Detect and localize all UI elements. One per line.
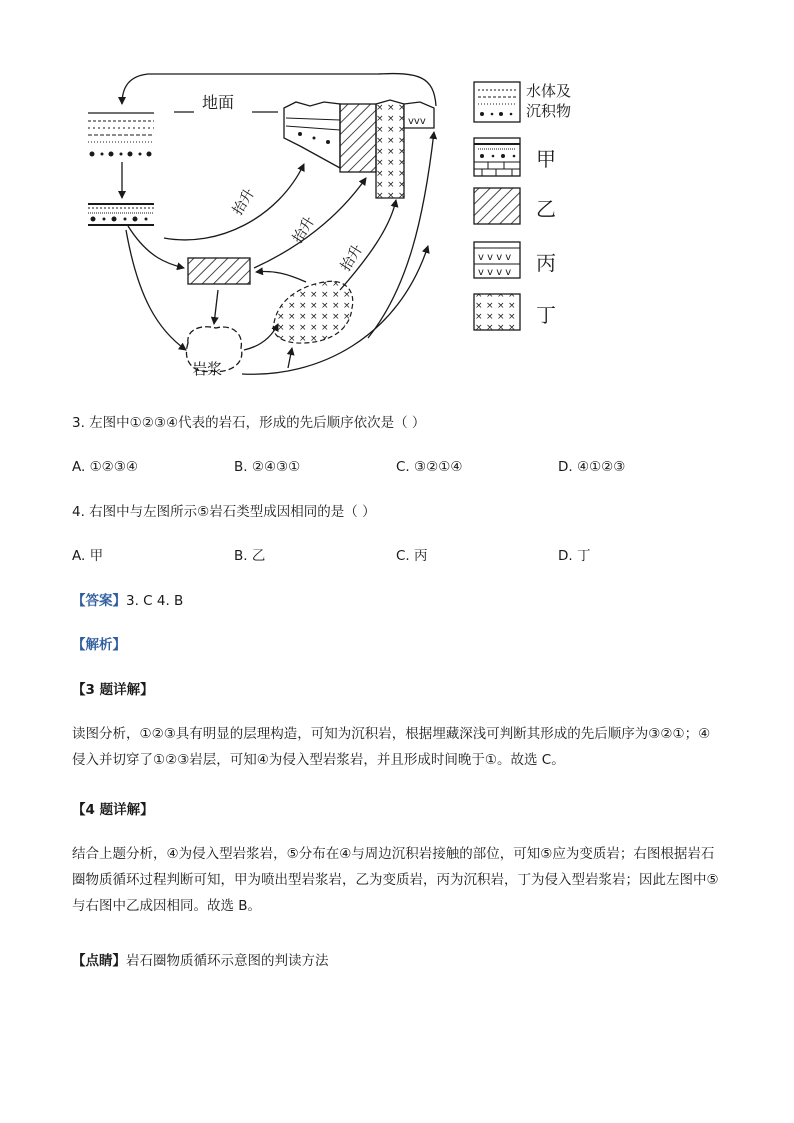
uplift-label-2: 抬升 xyxy=(289,213,319,247)
ground-label: 地面 xyxy=(202,93,235,112)
uplift-label-3: 抬升 xyxy=(337,241,367,275)
q4-option-a: A. 甲 xyxy=(72,548,104,564)
detail-4-heading: 【4 题详解】 xyxy=(72,802,154,818)
answer-line xyxy=(72,591,183,611)
svg-text:v v v v: v v v v xyxy=(478,267,512,278)
legend-label-yi: 乙 xyxy=(536,197,556,221)
question-3-stem: 3. 左图中①②③④代表的岩石，形成的先后顺序依次是（ ） xyxy=(72,415,426,431)
q3-option-c: C. ③②①④ xyxy=(396,459,463,475)
q4-option-d: D. 丁 xyxy=(558,548,591,564)
analysis-tag: 【解析】 xyxy=(72,637,126,653)
legend-label-jia: 甲 xyxy=(536,147,556,171)
answer-tag: 【答案】 xyxy=(72,593,126,609)
outcrop-block xyxy=(284,100,434,198)
legend-swatch-sediment xyxy=(474,82,520,122)
metamorphic-block xyxy=(188,258,250,284)
rock-cycle-diagram xyxy=(78,68,598,388)
tip-text: 岩石圈物质循环示意图的判读方法 xyxy=(126,953,329,969)
question-4-stem: 4. 右图中与左图所示⑤岩石类型成因相同的是（ ） xyxy=(72,504,376,520)
legend xyxy=(474,82,571,330)
svg-text:vvv: vvv xyxy=(408,116,426,127)
detail-3-text: 读图分析，①②③具有明显的层理构造，可知为沉积岩，根据埋藏深浅可判断其形成的先后顺序为③②①；④侵入并切穿了①②③岩层，可知④为侵入型岩浆岩，并且形成时间晚于①。故选 C。 xyxy=(72,726,711,768)
surface-sediment-block xyxy=(88,113,154,157)
q4-option-c: C. 丙 xyxy=(396,548,428,564)
legend-label-bing: 丙 xyxy=(536,251,556,275)
legend-label-sediment-1: 水体及 xyxy=(526,82,572,100)
legend-label-sediment-2: 沉积物 xyxy=(526,102,572,120)
uplift-label-1: 抬升 xyxy=(229,185,259,219)
legend-label-ding: 丁 xyxy=(536,303,556,327)
legend-swatch-ding xyxy=(474,294,520,330)
answer-text: 3. C 4. B xyxy=(126,593,184,609)
q3-option-d: D. ④①②③ xyxy=(558,459,626,475)
detail-4-text: 结合上题分析，④为侵入型岩浆岩，⑤分布在④与周边沉积岩接触的部位，可知⑤应为变质岩；右图根据岩石圈物质循环过程判断可知，甲为喷出型岩浆岩，乙为变质岩，丙为沉积岩，丁为侵入型岩浆岩；因此左图中⑤与右图中乙成因相同。故选 B。 xyxy=(72,846,719,914)
q3-option-b: B. ②④③① xyxy=(234,459,301,475)
rock-cycle-svg xyxy=(78,68,598,388)
legend-swatch-yi xyxy=(474,188,520,224)
analysis-line xyxy=(72,635,126,655)
compacted-sediment-block xyxy=(88,204,154,225)
tip-line xyxy=(72,951,329,971)
tip-tag: 【点睛】 xyxy=(72,953,126,969)
q4-option-b: B. 乙 xyxy=(234,548,266,564)
detail-3-heading: 【3 题详解】 xyxy=(72,682,154,698)
svg-text:v v v v: v v v v xyxy=(478,252,512,263)
magma-label: 岩浆 xyxy=(192,360,223,378)
intrusive-blob xyxy=(273,281,352,343)
q3-option-a: A. ①②③④ xyxy=(72,459,138,475)
